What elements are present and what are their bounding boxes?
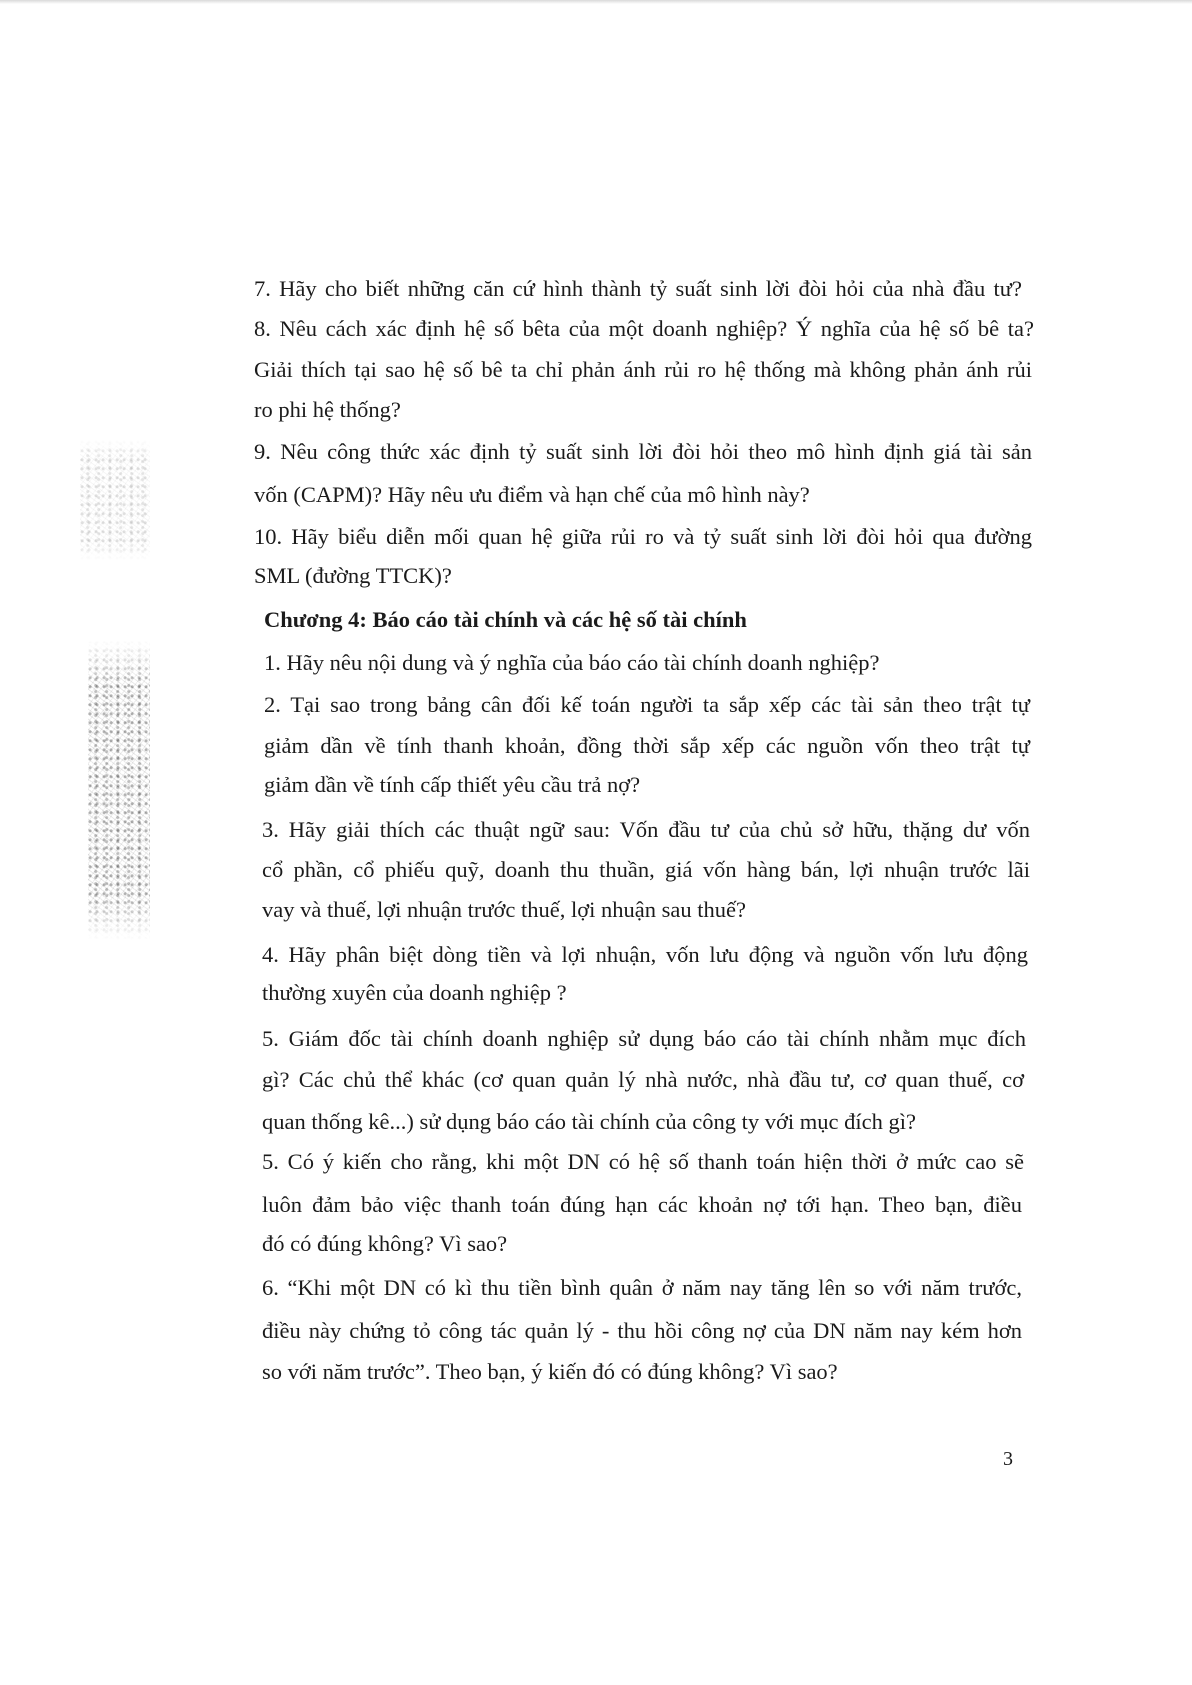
ch4-question-6-line-1: 6. “Khi một DN có kì thu tiền bình quân ở năm nay tăng lên so với năm trước, [262, 1275, 1022, 1300]
ch4-question-5-line-3: quan thống kê...) sử dụng báo cáo tài chính của công ty với mục đích gì? [262, 1109, 916, 1134]
question-8-line-3: ro phi hệ thống? [254, 397, 401, 422]
question-8-line-1: 8. Nêu cách xác định hệ số bêta của một doanh nghiệp? Ý nghĩa của hệ số bê ta? [254, 316, 1034, 341]
question-7-line-1: 7. Hãy cho biết những căn cứ hình thành tỷ suất sinh lời đòi hỏi của nhà đầu tư? [254, 276, 1022, 301]
ch4-question-4-line-1: 4. Hãy phân biệt dòng tiền và lợi nhuận, vốn lưu động và nguồn vốn lưu động [262, 942, 1028, 967]
question-10-line-1: 10. Hãy biểu diễn mối quan hệ giữa rủi ro và tỷ suất sinh lời đòi hỏi qua đường [254, 524, 1032, 549]
ch4-question-2-line-3: giảm dần về tính cấp thiết yêu cầu trả nợ? [264, 772, 641, 797]
question-8-line-2: Giải thích tại sao hệ số bê ta chỉ phản ánh rủi ro hệ thống mà không phản ánh rủi [254, 357, 1032, 382]
ch4-question-5b-line-2: luôn đảm bảo việc thanh toán đúng hạn các khoản nợ tới hạn. Theo bạn, điều [262, 1192, 1022, 1217]
question-9-line-1: 9. Nêu công thức xác định tỷ suất sinh lời đòi hỏi theo mô hình định giá tài sản [254, 439, 1032, 464]
ch4-question-3-line-3: vay và thuế, lợi nhuận trước thuế, lợi nhuận sau thuế? [262, 897, 747, 922]
scan-edge-top [0, 0, 1192, 4]
binding-speckle [88, 640, 150, 940]
page-number: 3 [1003, 1448, 1013, 1470]
ch4-question-5-line-1: 5. Giám đốc tài chính doanh nghiệp sử dụng báo cáo tài chính nhằm mục đích [262, 1026, 1026, 1051]
question-9-line-2: vốn (CAPM)? Hãy nêu ưu điểm và hạn chế của mô hình này? [254, 482, 810, 507]
ch4-question-3-line-2: cổ phần, cổ phiếu quỹ, doanh thu thuần, giá vốn hàng bán, lợi nhuận trước lãi [262, 857, 1030, 882]
question-10-line-2: SML (đường TTCK)? [254, 563, 452, 588]
chapter-4-heading: Chương 4: Báo cáo tài chính và các hệ số tài chính [264, 607, 747, 632]
ch4-question-6-line-3: so với năm trước”. Theo bạn, ý kiến đó có đúng không? Vì sao? [262, 1359, 838, 1384]
ch4-question-2-line-1: 2. Tại sao trong bảng cân đối kế toán người ta sắp xếp các tài sản theo trật tự [264, 692, 1030, 717]
ch4-question-6-line-2: điều này chứng tỏ công tác quản lý - thu hồi công nợ của DN năm nay kém hơn [262, 1318, 1022, 1343]
ch4-question-4-line-2: thường xuyên của doanh nghiệp ? [262, 980, 567, 1005]
ch4-question-5b-line-1: 5. Có ý kiến cho rằng, khi một DN có hệ số thanh toán hiện thời ở mức cao sẽ [262, 1149, 1024, 1174]
binding-speckle-upper [80, 440, 150, 560]
ch4-question-5-line-2: gì? Các chủ thể khác (cơ quan quản lý nhà nước, nhà đầu tư, cơ quan thuế, cơ [262, 1067, 1024, 1092]
ch4-question-3-line-1: 3. Hãy giải thích các thuật ngữ sau: Vốn đầu tư của chủ sở hữu, thặng dư vốn [262, 817, 1030, 842]
ch4-question-1: 1. Hãy nêu nội dung và ý nghĩa của báo cáo tài chính doanh nghiệp? [264, 650, 880, 675]
ch4-question-5b-line-3: đó có đúng không? Vì sao? [262, 1231, 508, 1256]
ch4-question-2-line-2: giảm dần về tính thanh khoản, đồng thời sắp xếp các nguồn vốn theo trật tự [264, 733, 1030, 758]
